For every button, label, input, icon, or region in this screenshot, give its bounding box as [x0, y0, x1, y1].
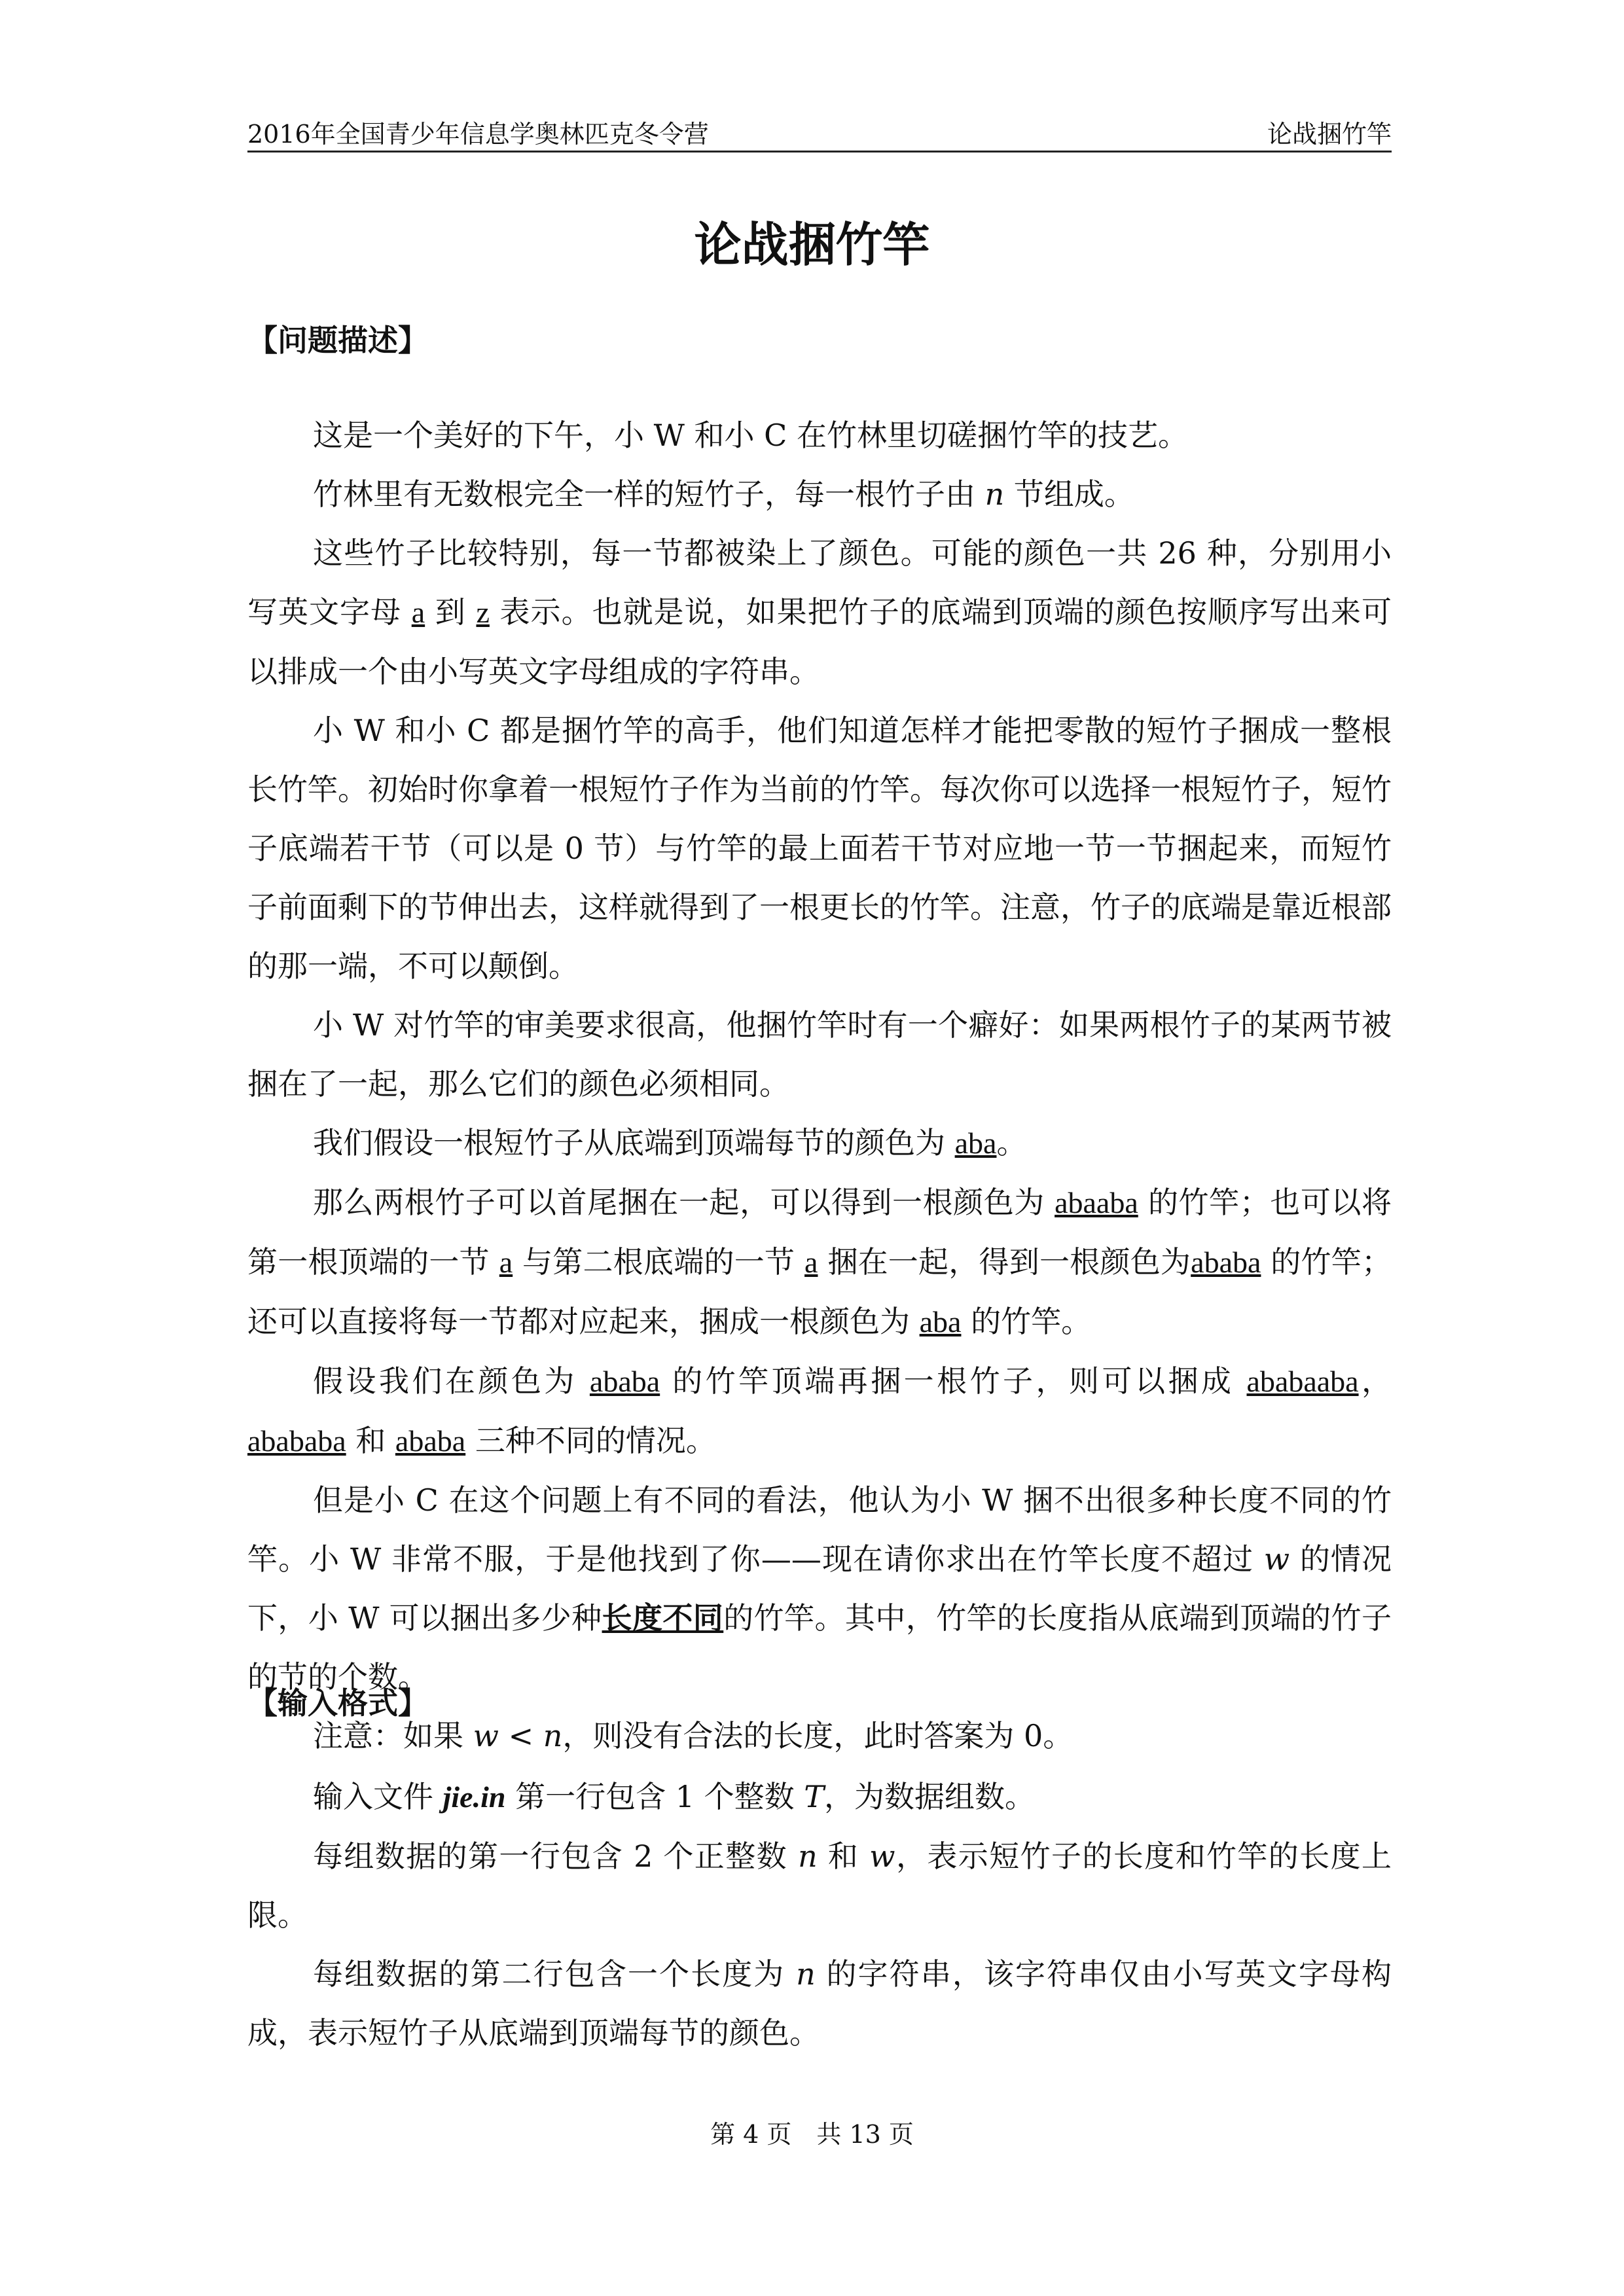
- input-format-heading: 【输入格式】: [247, 1685, 428, 1721]
- page-title: 论战捆竹竿: [694, 217, 930, 272]
- page-header: [247, 105, 1392, 152]
- paragraph: 输入文件 jie.in 第一行包含 1 个整数 T，为数据组数。: [313, 1779, 1035, 1814]
- paragraph: 小 W 对竹竿的审美要求很高，他捆竹竿时有一个癖好：如果两根竹子的某两节被捆在了一起，那么它们的颜色必须相同。: [247, 1007, 1392, 1102]
- paragraph: 这些竹子比较特别，每一节都被染上了颜色。可能的颜色一共 26 种，分别用小写英文字母 a 到 z 表示。也就是说，如果把竹子的底端到顶端的颜色按顺序写出来可以排成一个由小写英文字母组成的字符串。: [247, 535, 1392, 689]
- input-format-body: [247, 1767, 1392, 2062]
- paragraph: 每组数据的第一行包含 2 个正整数 n 和 w，表示短竹子的长度和竹竿的长度上限。: [247, 1839, 1392, 1933]
- paragraph: 但是小 C 在这个问题上有不同的看法，他认为小 W 捆不出很多种长度不同的竹竿。小 W 非常不服，于是他找到了你——现在请你求出在竹竿长度不超过 w 的情况下，小 W 可以捆出多少种长度不同的竹竿。其中，竹竿的长度指从底端到顶端的竹子的节的个数。: [247, 1482, 1392, 1695]
- paragraph: 我们假设一根短竹子从底端到顶端每节的颜色为 aba。: [313, 1125, 1027, 1160]
- paragraph: 竹林里有无数根完全一样的短竹子，每一根竹子由 n 节组成。: [313, 476, 1134, 512]
- paragraph: 注意：如果 w < n，则没有合法的长度，此时答案为 0。: [313, 1718, 1074, 1753]
- paragraph: 那么两根竹子可以首尾捆在一起，可以得到一根颜色为 abaaba 的竹竿；也可以将第一根顶端的一节 a 与第二根底端的一节 a 捆在一起，得到一根颜色为ababa 的竹竿；还可以直接将每一节都对应起来，捆成一根颜色为 aba 的竹竿。: [247, 1185, 1392, 1339]
- header-problem-name: 论战捆竹竿: [1267, 120, 1392, 149]
- paragraph: 每组数据的第二行包含一个长度为 n 的字符串，该字符串仅由小写英文字母构成，表示短竹子从底端到顶端每节的颜色。: [247, 1956, 1392, 2051]
- paragraph: 假设我们在颜色为 ababa 的竹竿顶端再捆一根竹子，则可以捆成 ababaaba，abababa 和 ababa 三种不同的情况。: [247, 1363, 1392, 1458]
- problem-description-heading: 【问题描述】: [247, 323, 428, 358]
- header-contest-name: 2016年全国青少年信息学奥林匹克冬令营: [247, 120, 709, 149]
- paragraph: 这是一个美好的下午，小 W 和小 C 在竹林里切磋捆竹竿的技艺。: [313, 418, 1188, 453]
- problem-description-body: [247, 406, 1392, 1765]
- page-footer: 第 4 页 共 13 页: [710, 2120, 914, 2149]
- paragraph: 小 W 和小 C 都是捆竹竿的高手，他们知道怎样才能把零散的短竹子捆成一整根长竹竿。初始时你拿着一根短竹子作为当前的竹竿。每次你可以选择一根短竹子，短竹子底端若干节（可以是 0 节）与竹竿的最上面若干节对应地一节一节捆起来，而短竹子前面剩下的节伸出去，这样就得到了一根更长的竹竿。注意，竹子的底端是靠近根部的那一端，不可以颠倒。: [247, 713, 1392, 984]
